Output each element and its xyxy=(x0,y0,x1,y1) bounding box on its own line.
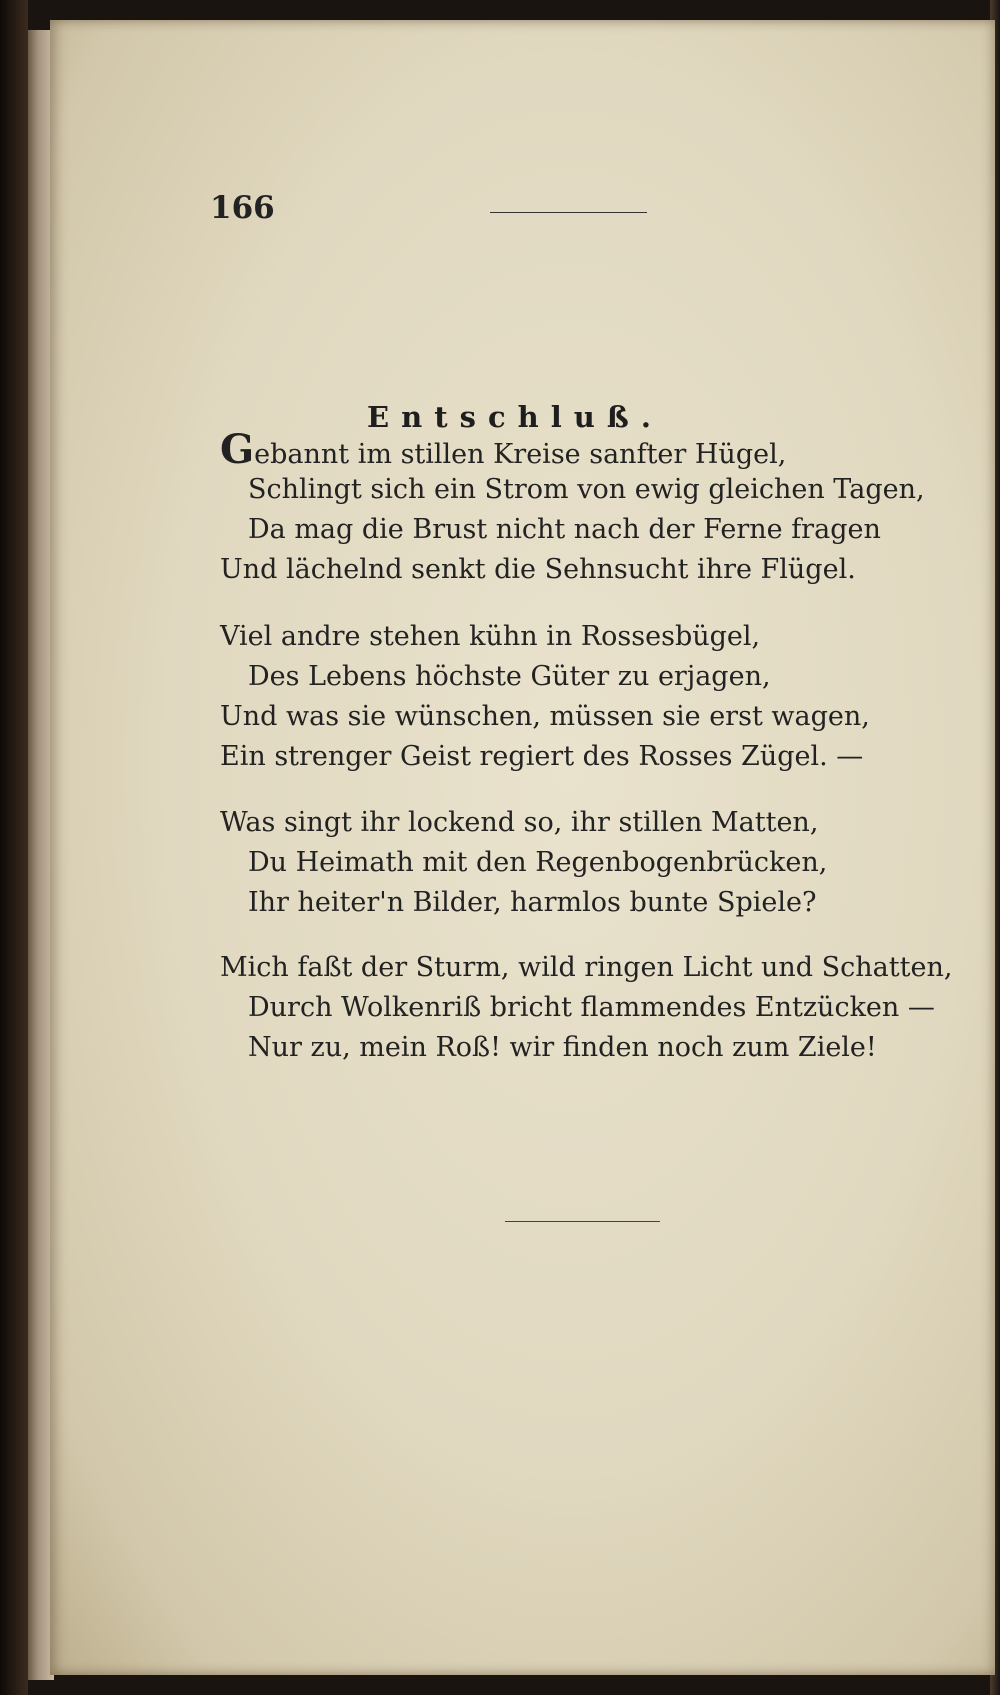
poem-line: Mich faßt der Sturm, wild ringen Licht und Schatten, xyxy=(220,952,953,983)
poem-line: Da mag die Brust nicht nach der Ferne fragen xyxy=(248,514,881,545)
poem-line: Schlingt sich ein Strom von ewig gleichen Tagen, xyxy=(248,474,925,505)
poem-title: Entschluß. xyxy=(367,400,663,434)
poem-line: Du Heimath mit den Regenbogenbrücken, xyxy=(248,847,828,878)
header-rule xyxy=(490,212,647,213)
footer-rule xyxy=(505,1221,660,1222)
poem-line: Ihr heiter'n Bilder, harmlos bunte Spiele? xyxy=(248,887,817,918)
poem-line: Und lächelnd senkt die Sehnsucht ihre Flügel. xyxy=(220,554,856,585)
poem-line xyxy=(220,426,960,473)
page-number: 166 xyxy=(210,190,275,226)
stanza-1 xyxy=(220,426,960,590)
poem-line: Durch Wolkenriß bricht flammendes Entzücken — xyxy=(248,992,935,1023)
poem-line: Nur zu, mein Roß! wir finden noch zum Ziele! xyxy=(248,1032,877,1063)
book-binding-shadow xyxy=(0,0,28,1695)
stanza-2 xyxy=(220,617,960,777)
poem-line: Und was sie wünschen, müssen sie erst wagen, xyxy=(220,701,870,732)
poem-line: Des Lebens höchste Güter zu erjagen, xyxy=(248,661,771,692)
stanza-3 xyxy=(220,803,960,923)
poem-line: Viel andre stehen kühn in Rossesbügel, xyxy=(220,621,761,652)
drop-cap: G xyxy=(220,426,255,473)
stanza-4 xyxy=(220,948,960,1068)
poem-line: Ein strenger Geist regiert des Rosses Zügel. — xyxy=(220,741,864,772)
poem-line-text: ebannt im stillen Kreise sanfter Hügel, xyxy=(254,439,787,470)
poem-line: Was singt ihr lockend so, ihr stillen Matten, xyxy=(220,807,819,838)
